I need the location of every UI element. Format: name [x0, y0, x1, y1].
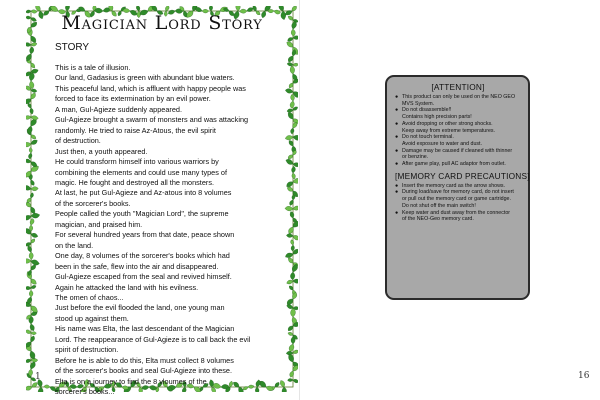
precaution-item	[395, 121, 521, 134]
story-line: stood up against them.	[55, 313, 129, 323]
precaution-item	[395, 210, 521, 223]
attention-list	[395, 94, 521, 168]
story-text	[55, 63, 277, 398]
precaution-text: or pull out the memory card or game cartridge.	[402, 196, 511, 203]
bullet-icon: ●	[395, 147, 399, 154]
precaution-text: During load/save for memory card, do not insert	[402, 189, 514, 196]
precaution-item	[395, 189, 521, 209]
story-line: One day, 8 volumes of the sorcerer's books which had	[55, 251, 230, 261]
precaution-text: Contains high precision parts!	[402, 114, 472, 121]
story-line: Lord. The reappearance of Gul-Agieze is to call back the evil	[55, 334, 251, 344]
precaution-text: Avoid dropping or other strong shocks.	[402, 120, 493, 127]
story-line: forced to face its extermination by an evil power.	[55, 94, 211, 104]
precaution-item	[395, 107, 521, 120]
section-heading: STORY	[55, 42, 90, 53]
story-line: sorcerer's books...	[55, 387, 115, 397]
story-line: The omen of chaos...	[55, 292, 124, 302]
page-number-left: 1	[35, 372, 41, 382]
precaution-text: Avoid exposure to water and dust.	[402, 140, 482, 147]
story-line: of the sorcerer's books.	[55, 198, 131, 208]
precaution-text: or benzine.	[402, 154, 429, 161]
story-line: This is a tale of illusion.	[55, 63, 131, 72]
story-line: of destruction.	[55, 136, 101, 146]
precaution-text: Damage may be caused if cleaned with thinner	[402, 147, 513, 154]
story-line: At last, he put Gul-Agieze and Az-atous into 8 volumes	[55, 188, 232, 198]
precaution-text: Keep water and dust away from the connector	[402, 209, 511, 216]
story-line: Just then, a youth appeared.	[55, 146, 148, 156]
precaution-item	[395, 161, 521, 168]
story-line: been in the safe, flew into the air and disappeared.	[55, 261, 219, 271]
bullet-icon: ●	[395, 134, 399, 141]
story-line: Again he attacked the land with his evilness.	[55, 282, 199, 292]
attention-heading: [ATTENTION]	[431, 82, 485, 92]
precaution-item	[395, 183, 521, 190]
story-line: of the sorcerer's books and seal Gul-Agieze into these.	[55, 366, 233, 376]
precaution-text: Insert the memory card as the arrow shows.	[402, 182, 506, 189]
precaution-item	[395, 134, 521, 147]
precaution-text: of the NEO-Geo memory card.	[402, 216, 474, 223]
bullet-icon: ●	[395, 107, 399, 114]
precaution-text: Do not touch terminal.	[402, 134, 454, 141]
precaution-text: MVS System.	[402, 100, 435, 107]
memory-card-heading: [MEMORY CARD PRECAUTIONS]	[395, 170, 530, 181]
precaution-item	[395, 94, 521, 107]
page-number-right: 16	[578, 371, 590, 381]
bullet-icon: ●	[395, 189, 399, 196]
story-line: spirit of destruction.	[55, 345, 119, 355]
attention-panel	[385, 75, 530, 300]
bullet-icon: ●	[395, 94, 399, 100]
story-line: People called the youth "Magician Lord", the supreme	[55, 209, 229, 219]
bullet-icon: ●	[395, 182, 399, 189]
precaution-text: After game play, pull AC adaptor from outlet.	[402, 161, 506, 168]
story-line: A man, Gul-Agieze suddenly appeared.	[55, 104, 182, 114]
story-line: Just before the evil flooded the land, one young man	[55, 303, 225, 313]
story-line: This peaceful land, which is affluent with happy people was	[55, 83, 246, 93]
story-line: Gul-Agieze brought a swarm of monsters and was attacking	[55, 115, 249, 125]
story-line: Elta is on a journey to find the 8 vloumes of the	[55, 376, 207, 386]
story-line: magic. He fought and destroyed all the monsters.	[55, 177, 214, 187]
memory-card-list	[395, 183, 521, 223]
bullet-icon: ●	[395, 161, 399, 168]
story-line: on the land.	[55, 240, 94, 250]
story-line: He could transform himself into various warriors by	[55, 157, 219, 167]
precaution-text: This product can only be used on the NEO GEO	[402, 94, 516, 100]
story-line: randomly. He tried to raise Az-Atous, the evil spirit	[55, 125, 216, 135]
story-line: magician, and praised him.	[55, 219, 143, 229]
story-line: Before he is able to do this, Elta must collect 8 volumes	[55, 355, 234, 365]
story-line: His name was Elta, the last descendant of the Magician	[55, 324, 235, 334]
precaution-text: Do not disassemble!!	[402, 107, 452, 114]
story-line: combining the elements and could use many types of	[55, 167, 227, 177]
precaution-text: Do not shut off the main switch!	[402, 202, 476, 209]
story-line: For several hundred years from that date, peace shown	[55, 230, 235, 240]
bullet-icon: ●	[395, 209, 399, 216]
page-title: Magician Lord Story	[61, 12, 263, 34]
story-line: Gul-Agieze escaped from the seal and revived himself.	[55, 272, 232, 282]
bullet-icon: ●	[395, 120, 399, 127]
precaution-item	[395, 148, 521, 161]
precaution-text: Keep away from extreme temperatures.	[402, 127, 496, 134]
story-line: Our land, Gadasius is green with abundant blue waters.	[55, 73, 235, 83]
